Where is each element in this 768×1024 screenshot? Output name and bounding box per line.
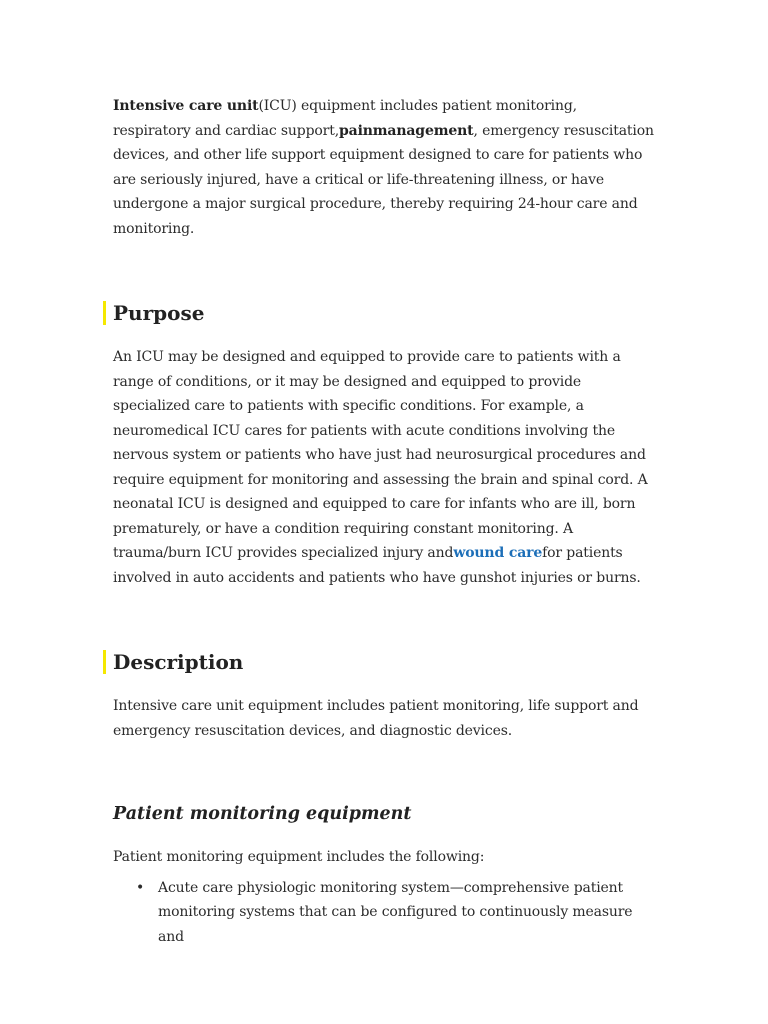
intro-text-2: , emergency resuscitation devices, and other life support equipment designed to care for patients who are seriously injured, have a critical or life-threatening illness, or have undergone a major surgical procedure, thereby requiring 24-hour care and monitoring. (113, 122, 654, 237)
patient-monitoring-list (113, 876, 658, 950)
purpose-heading-block (113, 299, 658, 327)
description-paragraph: Intensive care unit equipment includes patient monitoring, life support and emergency resuscitation devices, and diagnostic devices. (113, 698, 639, 739)
purpose-heading: Purpose (113, 301, 205, 325)
bullet-icon: • (136, 879, 145, 896)
purpose-paragraph (113, 345, 658, 590)
purpose-text-after-link: for patients involved in auto accidents and patients who have gunshot injuries or burns. (113, 545, 641, 586)
intro-bold-term: painmanagement (339, 122, 474, 139)
purpose-text-before-link: An ICU may be designed and equipped to provide care to patients with a range of conditions, or it may be designed and equipped to provide specialized care to patients with specific conditions. For example, a neuromedical ICU cares for patients with acute conditions involving the nervous system or patients who have just had neurosurgical procedures and require equipment for monitoring and assessing the brain and spinal cord. A neonatal ICU is designed and equipped to care for infants who are ill, born prematurely, or have a condition requiring constant monitoring. A trauma/burn ICU provides specialized injury and (113, 349, 648, 561)
list-item (136, 876, 658, 950)
heading-accent-bar (103, 650, 106, 674)
patient-monitoring-heading: Patient monitoring equipment (113, 804, 412, 824)
description-heading: Description (113, 650, 244, 674)
article (113, 94, 658, 949)
intro-text-1: (ICU) equipment includes patient monitoring, respiratory and cardiac support, (113, 98, 577, 139)
intro-paragraph (113, 94, 658, 241)
description-heading-block (113, 648, 658, 676)
wound-care-link[interactable]: wound care (453, 545, 543, 561)
patient-monitoring-intro: Patient monitoring equipment includes the following: (113, 849, 485, 865)
list-item-text: Acute care physiologic monitoring system—comprehensive patient monitoring systems that can be configured to continuously measure and (158, 879, 633, 945)
heading-accent-bar (103, 301, 106, 325)
intro-term: Intensive care unit (113, 98, 259, 114)
